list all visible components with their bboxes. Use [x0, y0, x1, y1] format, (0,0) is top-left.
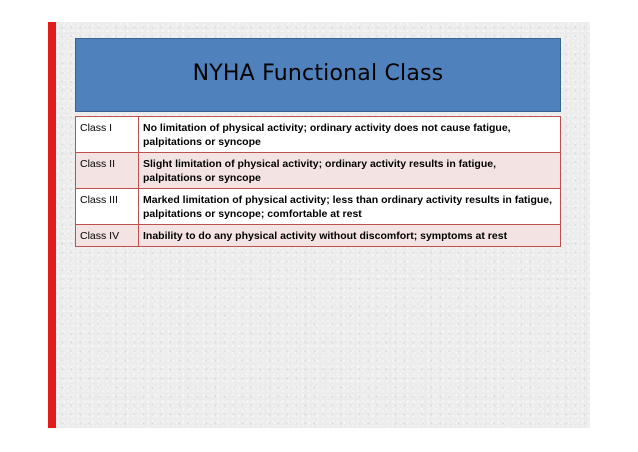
class-cell: Class I — [76, 117, 139, 153]
nyha-class-table — [75, 116, 561, 247]
class-cell: Class II — [76, 153, 139, 189]
slide-title: NYHA Functional Class — [192, 61, 444, 86]
table-row-class-3 — [76, 189, 561, 225]
class-cell: Class IV — [76, 225, 139, 247]
class-cell: Class III — [76, 189, 139, 225]
description-cell: No limitation of physical activity; ordinary activity does not cause fatigue, palpitations or syncope — [139, 117, 561, 153]
table-row-class-4 — [76, 225, 561, 247]
description-cell: Slight limitation of physical activity; ordinary activity results in fatigue, palpitations or syncope — [139, 153, 561, 189]
table-row-class-2 — [76, 153, 561, 189]
accent-bar — [48, 22, 56, 428]
description-cell: Inability to do any physical activity without discomfort; symptoms at rest — [139, 225, 561, 247]
description-cell: Marked limitation of physical activity; less than ordinary activity results in fatigue, palpitations or syncope; comfortable at rest — [139, 189, 561, 225]
table-row-class-1 — [76, 117, 561, 153]
title-box — [75, 38, 561, 112]
